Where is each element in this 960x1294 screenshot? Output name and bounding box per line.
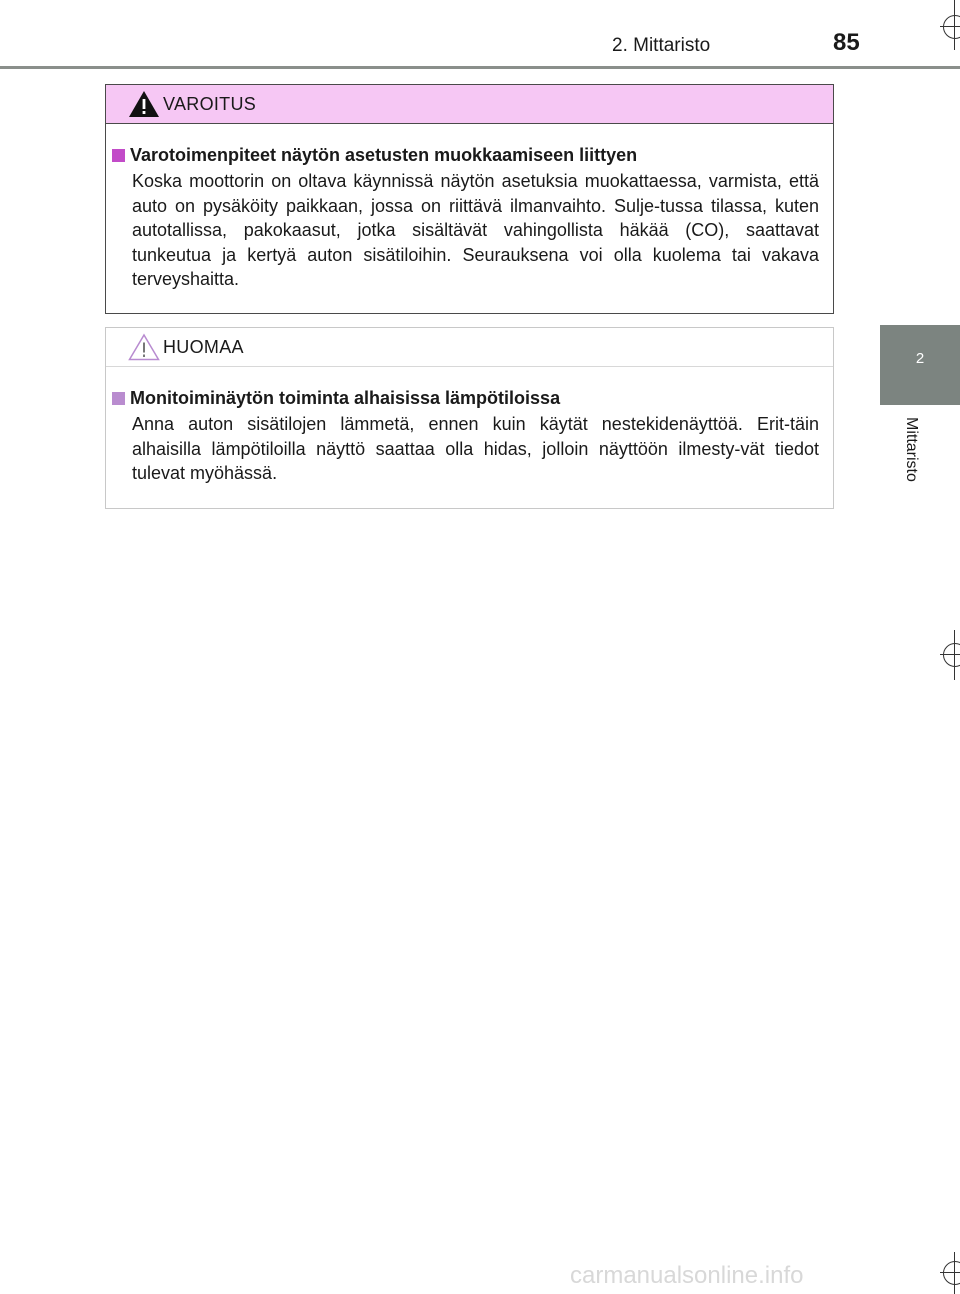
note-box-text: Anna auton sisätilojen lämmetä, ennen kuin käytät nestekidenäyttöä. Erit-täin alhaisilla lämpötiloilla näyttö saattaa olla hidas, jolloin näyttöön ilmesty-vät tiedot tulevat myöhässä.: [132, 414, 819, 483]
warning-box-label: VAROITUS: [163, 94, 257, 114]
watermark: carmanualsonline.info: [570, 1262, 804, 1289]
page-number: 85: [833, 29, 860, 56]
registration-mark-top: [930, 0, 960, 50]
chapter-number: 2: [915, 350, 925, 367]
warning-box-text: Koska moottorin on oltava käynnissä näytön asetuksia muokattaessa, varmista, että auto on pysäköity paikkaan, jossa on riittävä ilmanvaihto. Sulje-tussa tilassa, kuten autotallissa, pakokaasut, jotka sisältävät vahingollista häkää (CO), saattavat tunkeutua ja kertyä auton sisätiloihin. Seurauksena voi olla kuolema tai vakava terveyshaitta.: [132, 171, 819, 289]
header-title: 2. Mittaristo: [612, 35, 711, 56]
registration-mark-bottom: [930, 1252, 960, 1294]
warning-box-title: Varotoimenpiteet näytön asetusten muokkaamiseen liittyen: [130, 145, 638, 165]
warning-box: [105, 84, 834, 314]
registration-mark-middle: [930, 630, 960, 680]
caution-triangle-outline-icon: [128, 333, 160, 361]
note-box-body: [106, 367, 833, 486]
note-box: [105, 327, 834, 509]
note-box-title: Monitoiminäytön toiminta alhaisissa lämpötiloissa: [130, 388, 561, 408]
warning-box-subtitle: [112, 143, 819, 167]
chapter-tab: [880, 325, 960, 405]
header-rule: [0, 66, 960, 69]
note-box-header: [106, 328, 833, 367]
chapter-tab-label-area: [880, 405, 960, 510]
chapter-label: Mittaristo: [903, 417, 920, 482]
note-box-label: HUOMAA: [163, 337, 244, 357]
square-bullet-icon: [112, 149, 125, 162]
square-bullet-icon: [112, 392, 125, 405]
note-box-subtitle: [112, 386, 819, 410]
warning-box-body: [106, 124, 833, 292]
warning-box-header: [106, 85, 833, 124]
warning-triangle-icon: [128, 90, 160, 118]
